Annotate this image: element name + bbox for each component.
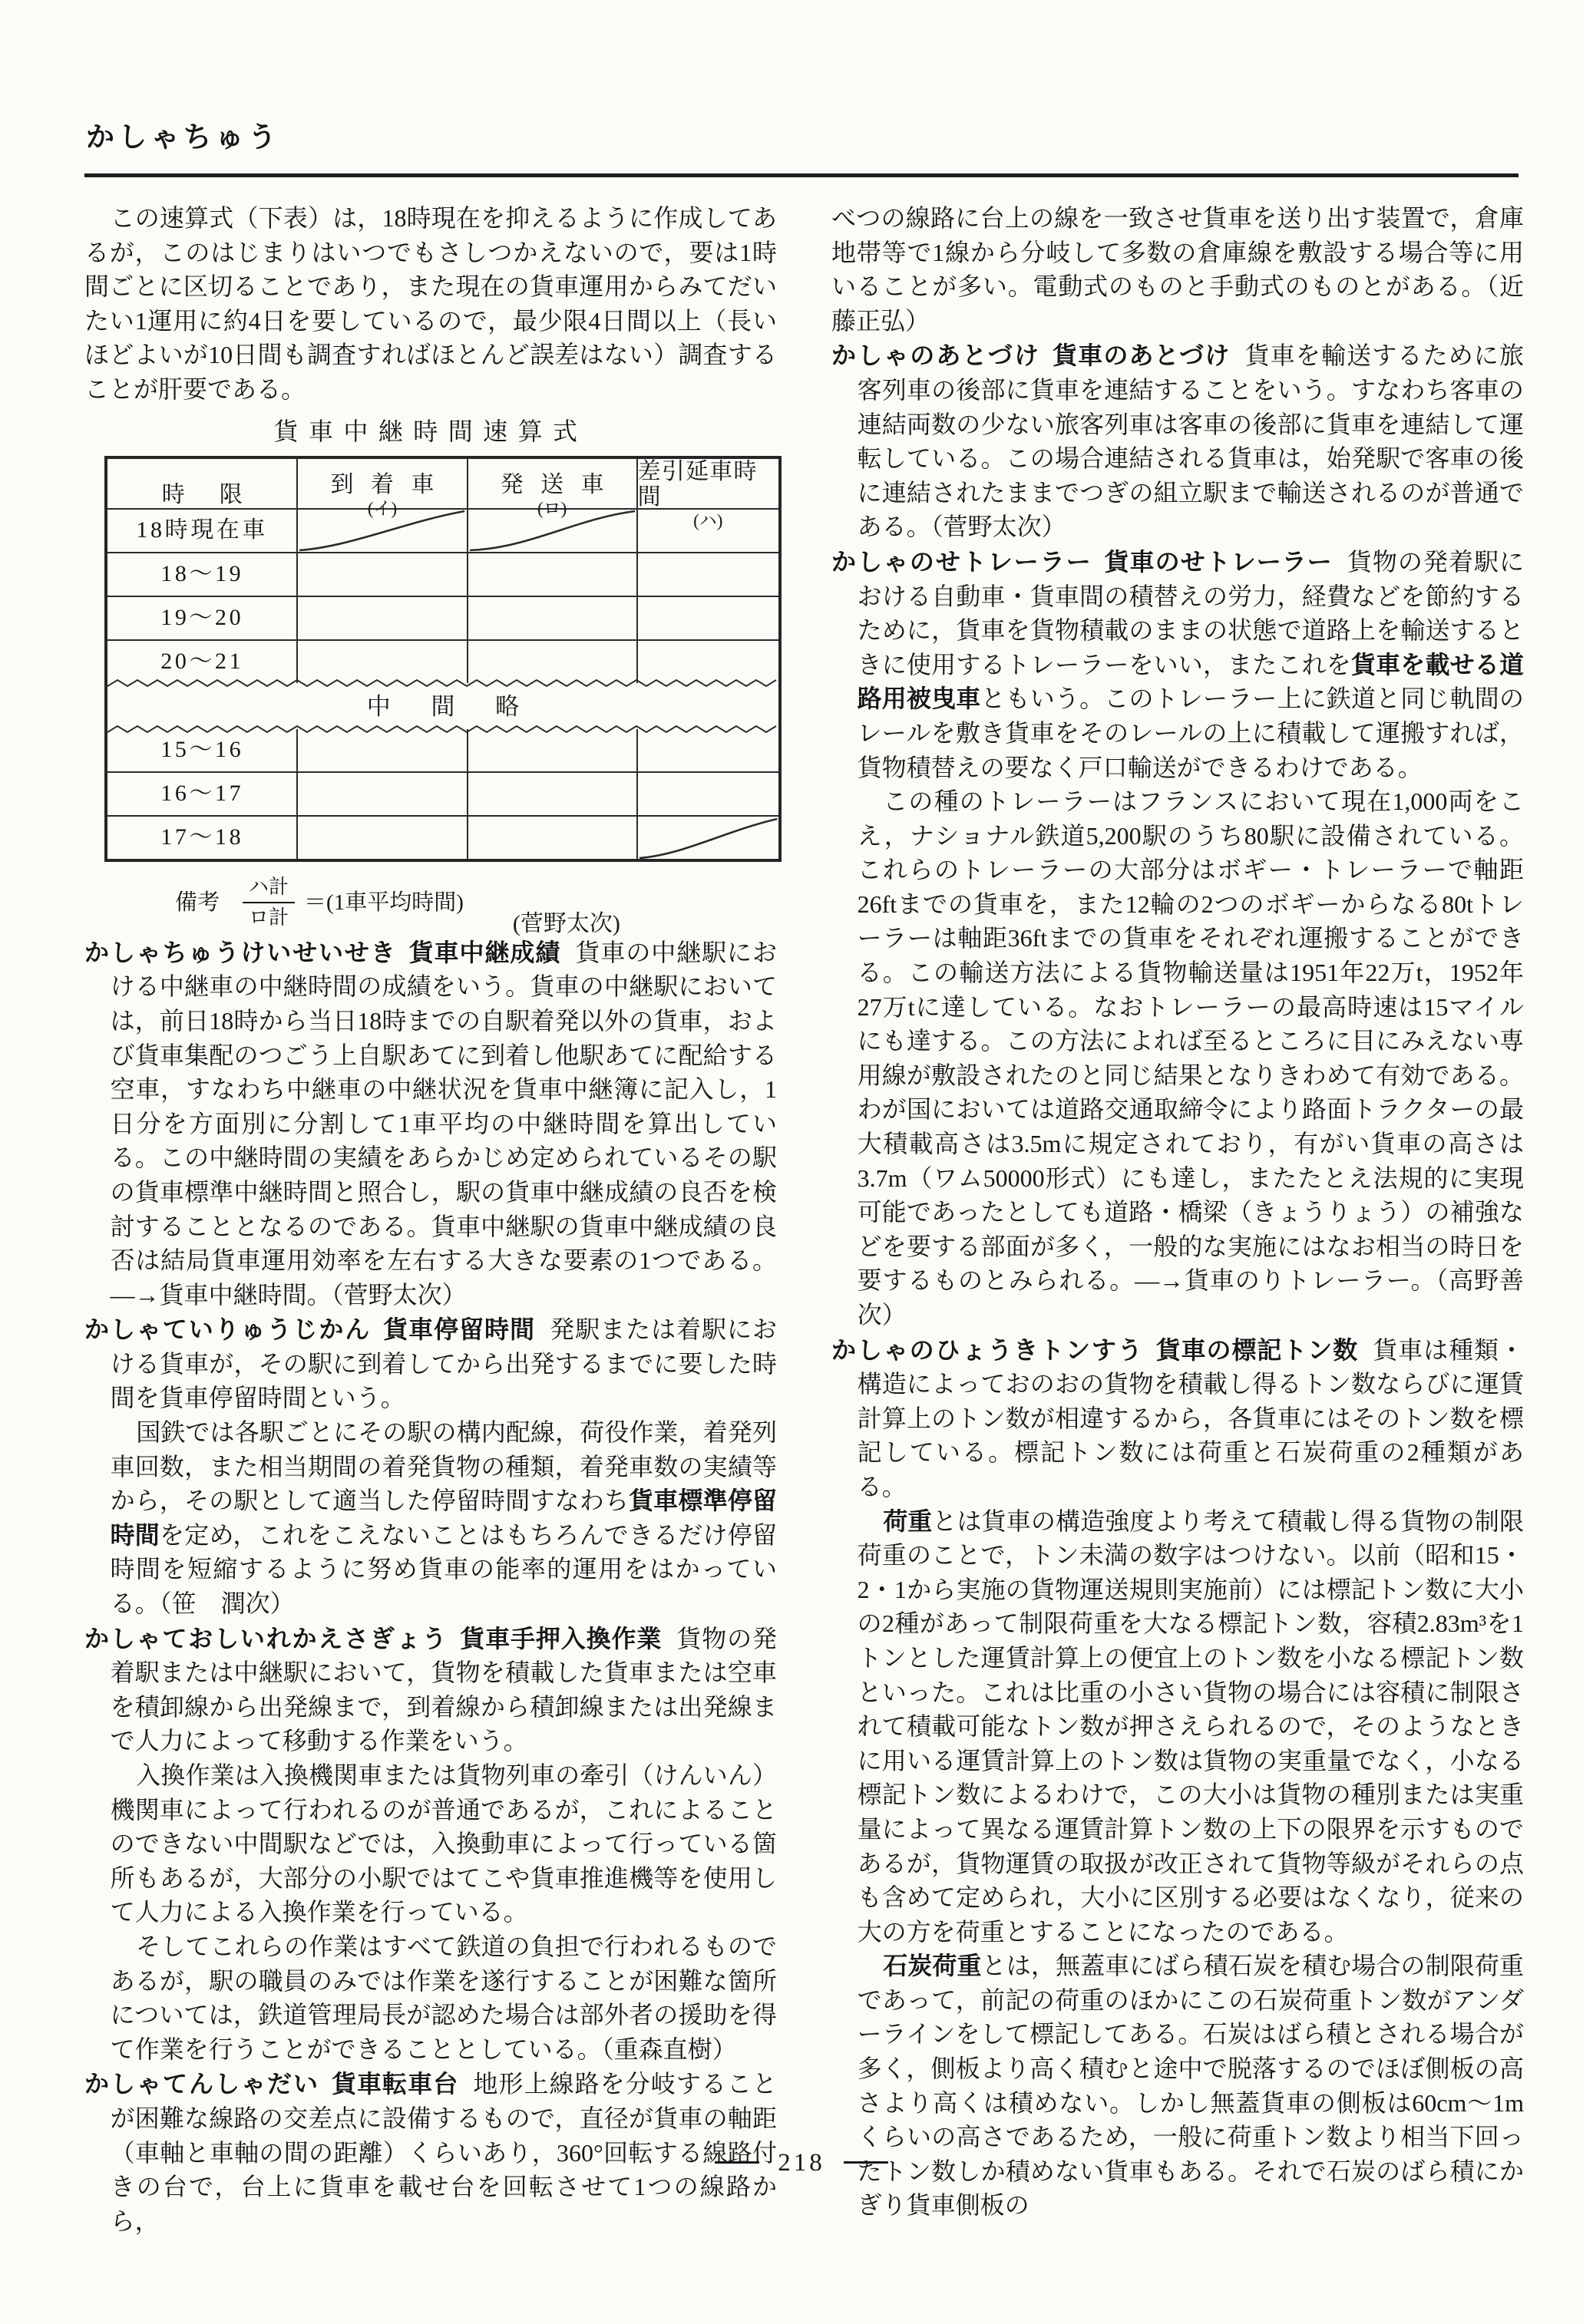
fraction-numerator: ハ計 <box>243 874 295 903</box>
continuation-paragraph <box>831 201 1524 338</box>
entry-paragraph <box>831 545 1524 784</box>
entry-reading: かしゃのひょうきトンすう <box>831 1335 1144 1364</box>
text-run: を定め，これをこえないことはもちろんできるだけ停留時間を短縮するように努め貨車の能率的運用をはかっている。（笹 潤次） <box>110 1520 777 1618</box>
table-title: 貨車中継時間速算式 <box>273 417 588 445</box>
entry-reading: かしゃていりゅうじかん <box>84 1316 372 1344</box>
page-number-dash <box>844 2161 888 2164</box>
entry-headword: 貨車のあとづけ <box>1053 342 1231 370</box>
dictionary-entry <box>84 1622 777 2067</box>
text-run: とは，無蓋車にばら積石炭を積む場合の制限荷重であって，前記の荷重のほかにこの石炭荷重トン数がアンダーラインをして標記してある。石炭はばら積とされる場合が多く，側板より高く積むと途中で脱落するのでほぼ側板の高さより高くは積めない。しかし無蓋貨車の側板は60cm～1mくらいの高さであるため，一般に荷重トン数より相当下回ったトン数しか積めない貨車もある。それで石炭のばら積にかぎり貨車側板の <box>857 1952 1524 2220</box>
quick-calc-table <box>104 456 782 862</box>
right-column <box>831 201 1524 2223</box>
text-run: 貨車は種類・構造によっておのおの貨物を積載し得るトン数ならびに運賃計算上のトン数が相違するから，各貨車にはそのトン数を標記している。標記トン数には荷重と石炭荷重の2種類がある。 <box>857 1335 1524 1500</box>
row-label: 19～20 <box>160 605 244 631</box>
entry-paragraph <box>84 1758 777 1930</box>
quick-calc-table-block <box>84 414 777 937</box>
text-run: 貨車を輸送するために旅客列車の後部に貨車を連結することをいう。すなわち客車の連結両数の少ない旅客列車は客車の後部に貨車を連結して運転している。この場合連結される貨車は，始発駅で客車の後に連結されたままでつぎの組立駅まで輸送されるのが普通である。（菅野太次） <box>857 342 1524 541</box>
table-row <box>107 596 778 639</box>
note-formula-rhs: ＝(1車平均時間) <box>304 890 464 915</box>
entry-paragraph <box>831 1949 1524 2223</box>
table-cell <box>636 773 778 815</box>
right-entries <box>831 338 1524 2223</box>
table-cell <box>467 510 636 552</box>
bold-term: 石炭荷重 <box>883 1952 982 1980</box>
note-label: 備考 <box>175 890 220 915</box>
entry-paragraph <box>831 1504 1524 1949</box>
running-head: かしゃちゅう <box>86 121 281 153</box>
table-cell <box>296 597 466 639</box>
note-attribution: (菅野太次) <box>512 911 620 937</box>
header-sublabel: (ロ) <box>537 498 567 518</box>
left-column <box>84 201 777 2238</box>
table-cell <box>636 597 778 639</box>
row-label: 15～16 <box>160 737 244 763</box>
fraction-denominator: ロ計 <box>249 906 289 929</box>
diagonal-curve <box>468 510 636 552</box>
text-run: とは貨車の構造強度より考えて積載し得る貨物の制限荷重のことで，トン未満の数字はつけない。以前（昭和15・2・1から実施の貨物運送規則実施前）には標記トン数に大小の2種があって制限荷重を大なる標記トン数，容積2.83m³を1トンとした運賃計算上の便宜上のトン数を小なる標記トン数といった。これは比重の小さい貨物の場合には容積に制限されて積載可能なトン数が押さえられるので，そのようなときに用いる運賃計算上のトン数は貨物の実重量でなく，小なる標記トン数によるわけで，この大小は貨物の種別または実重量によって異なる運賃計算トン数の上下の限界を示すものであるが，貨物運賃の取扱が改正されて貨物等級がそれらの点も含めて定められ，大小に区別する必要はなくなり，従来の大の方を荷重とすることになったのである。 <box>857 1507 1524 1946</box>
table-row <box>107 729 778 771</box>
dictionary-entry <box>84 936 777 1312</box>
row-label: 18時現在車 <box>136 517 269 543</box>
page-number-dash <box>715 2161 759 2164</box>
entry-reading: かしゃてんしゃだい <box>84 2070 320 2098</box>
row-label: 18～19 <box>160 561 244 587</box>
dictionary-entry <box>84 1312 777 1620</box>
table-cell <box>467 553 636 596</box>
ellipsis-label: 中間略 <box>366 692 560 720</box>
table-row <box>107 639 778 683</box>
text-run: べつの線路に台上の線を一致させ貨車を送り出す装置で，倉庫地帯等で1線から分岐して多数の倉庫線を敷設する場合等に用いることが多い。電動式のものと手動式のものとがある。（近藤正弘） <box>831 204 1524 335</box>
text-run: 貨物の発着駅における自動車・貨車間の積替えの労力，経費などを節約するために，貨車を貨物積載のままの状態で道路上を輸送するときに使用するトレーラーをいい，またこれを <box>857 547 1524 678</box>
text-run: 貨車の中継駅における中継車の中継時間の成績をいう。貨車の中継駅においては，前日18時から当日18時までの自駅着発以外の貨車，および貨車集配のつごう上自駅あてに到着し他駅あてに配給する空車，すなわち中継車の中継状況を貨車中継簿に記入し，1日分を方面別に分割して1車平均の中継時間を算出している。この中継時間の実績をあらかじめ定められているその駅の貨車標準中継時間と照合し，駅の貨車中継成績の良否を検討することとなるのである。貨車中継駅の貨車中継成績の良否は結局貨車運用効率を左右する大きな要素の1つである。—→貨車中継時間。（菅野太次） <box>110 938 777 1309</box>
table-cell <box>467 773 636 815</box>
left-entries <box>84 936 777 2239</box>
dictionary-entry <box>831 545 1524 1332</box>
table-cell <box>467 729 636 771</box>
table-cell <box>467 597 636 639</box>
entry-reading: かしゃておしいれかえさぎょう <box>84 1624 448 1652</box>
text-run: 入換作業は入換機関車または貨物列車の牽引（けんいん）機関車によって行われるのが普通であるが，これによることのできない中間駅などでは，入換動車によって行っている箇所もあるが，大部分の小駅ではてこや貨車推進機等を使用して人力による入換作業を行っている。 <box>110 1761 777 1926</box>
text-run: 貨物の発着駅または中継駅において，貨物を積載した貨車または空車を積卸線から出発線まで，到着線から積卸線または出発線まで人力によって移動する作業をいう。 <box>110 1624 777 1755</box>
dictionary-entry <box>831 338 1524 544</box>
table-cell <box>296 641 466 683</box>
table-cell <box>636 817 778 859</box>
entry-paragraph <box>831 784 1524 1332</box>
table-cell <box>296 817 466 859</box>
table-cell <box>296 773 466 815</box>
entry-reading: かしゃちゅうけいせいせき <box>84 938 397 966</box>
entry-paragraph <box>831 338 1524 544</box>
page-number-value: 218 <box>778 2149 825 2177</box>
dictionary-entry <box>831 1333 1524 2223</box>
entry-headword: 貨車の標記トン数 <box>1155 1335 1359 1364</box>
entry-reading: かしゃのあとづけ <box>831 342 1041 370</box>
entry-headword: 貨車転車台 <box>332 2070 459 2098</box>
text-run: この速算式（下表）は，18時現在を抑えるように作成してあるが，このはじまりはいつでもさしつかえないので，要は1時間ごとに区切ることであり，また現在の貨車運用からみてだいたい1運用に約4日を要しているので，最少限4日間以上（長いほどよいが10日間も調査すればほとんど誤差はない）調査することが肝要である。 <box>84 204 777 403</box>
entry-paragraph <box>84 1930 777 2066</box>
table-cell <box>296 553 466 596</box>
entry-headword: 貨車手押入換作業 <box>460 1624 663 1652</box>
table-row <box>107 815 778 859</box>
row-label: 20～21 <box>160 649 244 675</box>
intro-paragraph <box>84 201 777 407</box>
table-cell <box>636 729 778 771</box>
table-cell <box>636 510 778 552</box>
header-rule <box>84 173 1519 177</box>
table-ellipsis-row <box>107 683 778 729</box>
table-note <box>175 874 777 937</box>
entry-paragraph <box>831 1333 1524 1504</box>
bold-term: 荷重 <box>883 1507 933 1535</box>
row-label: 17～18 <box>160 824 244 850</box>
page-number <box>84 2149 1519 2177</box>
text-run: そしてこれらの作業はすべて鉄道の負担で行われるものであるが，駅の職員のみでは作業を遂行することが困難な箇所については，鉄道管理局長が認めた場合は部外者の援助を得て作業を行うことができることとしている。（重森直樹） <box>110 1932 777 2063</box>
diagonal-curve <box>638 817 778 859</box>
header-label: 発送車 <box>500 471 622 497</box>
text-run: ともいう。このトレーラー上に鉄道と同じ軌間のレールを敷き貨車をそのレールの上に積載して運搬すれば，貨物積替えの要なく戸口輸送ができるわけである。 <box>857 685 1524 781</box>
table-row <box>107 510 778 552</box>
diagonal-curve <box>298 510 466 552</box>
header-label: 差引延車時間 <box>637 459 758 510</box>
table-row <box>107 771 778 815</box>
header-label: 時限 <box>161 481 277 507</box>
bold-term: 貨車を載せる道路用被曳車 <box>857 650 1524 713</box>
entry-paragraph <box>84 1622 777 1758</box>
text-run: 発駅または着駅における貨車が，その駅に到着してから出発するまでに要した時間を貨車停留時間という。 <box>110 1316 777 1412</box>
entry-paragraph <box>84 1312 777 1415</box>
entry-paragraph <box>84 1415 777 1621</box>
note-fraction <box>243 874 295 931</box>
text-run: 地形上線路を分岐することが困難な線路の交差点に設備するもので，直径が貨車の軸距（車軸と車軸の間の距離）くらいあり，360°回転する線路付きの台で，台上に貨車を載せ台を回転させて1つの線路から， <box>110 2070 777 2235</box>
table-cell <box>467 817 636 859</box>
entry-paragraph <box>84 936 777 1312</box>
header-sublabel: (イ) <box>367 498 398 518</box>
table-row <box>107 552 778 596</box>
table-cell <box>296 729 466 771</box>
row-label: 16～17 <box>160 781 244 807</box>
header-label: 到着車 <box>330 471 451 497</box>
table-cell <box>296 510 466 552</box>
table-cell <box>636 641 778 683</box>
entry-headword: 貨車停留時間 <box>383 1316 536 1344</box>
bold-term: 貨車標準停留時間 <box>110 1487 777 1549</box>
text-run: 国鉄では各駅ごとにその駅の構内配線，荷役作業，着発列車回数，また相当期間の着発貨物の種類，着発車数の実績等から，その駅として適当した停留時間すなわち <box>110 1418 777 1515</box>
table-cell <box>636 553 778 596</box>
entry-headword: 貨車のせトレーラー <box>1104 547 1333 576</box>
table-cell <box>467 641 636 683</box>
header-sublabel: (ハ) <box>693 511 723 531</box>
zigzag-border <box>107 678 778 688</box>
text-run: この種のトレーラーはフランスにおいて現在1,000両をこえ，ナショナル鉄道5,200駅のうち80駅に設備されている。これらのトレーラーの大部分はボギー・トレーラーで軸距26ftまでの貨車を，また12輪の2つのボギーからなる80tトレーラーは軸距36ftまでの貨車をそれぞれ運搬することができる。この輸送方法による貨物輸送量は1951年22万t，1952年27万tに達している。なおトレーラーの最高時速は15マイルにも達する。この方法によれば至るところに目にみえない専用線が敷設されたのと同じ結果となりきわめて有効である。わが国においては道路交通取締令により路面トラクターの最大積載高さは3.5mに規定されており，有がい貨車の高さは3.7m（ワム50000形式）にも達し，またたとえ法規的に実現可能であったとしても道路・橋梁（きょうりょう）の補強などを要する部面が多く，一般的な実施にはなお相当の時日を要するものとみられる。—→貨車のりトレーラー。（高野善次） <box>857 787 1524 1329</box>
entry-headword: 貨車中継成績 <box>408 938 561 966</box>
entry-reading: かしゃのせトレーラー <box>831 547 1092 576</box>
